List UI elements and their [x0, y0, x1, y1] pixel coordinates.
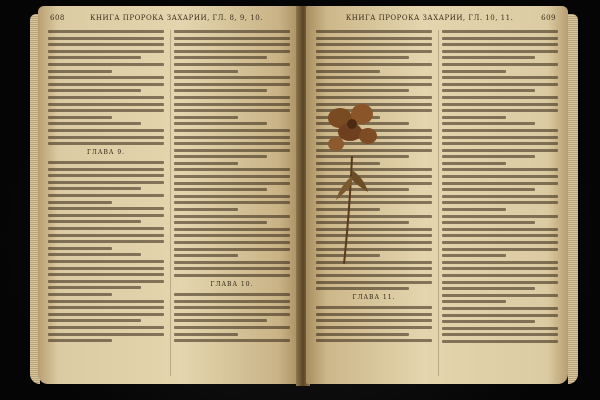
text-line — [48, 76, 164, 79]
text-line — [174, 50, 290, 53]
text-line — [48, 37, 164, 40]
text-line — [442, 149, 558, 152]
text-line — [442, 76, 558, 79]
text-line — [48, 293, 112, 296]
open-book — [38, 6, 570, 388]
text-line — [442, 287, 535, 290]
text-line — [48, 227, 164, 230]
text-line — [48, 70, 112, 73]
text-line — [174, 195, 290, 198]
text-line — [48, 103, 164, 106]
text-line — [48, 96, 164, 99]
text-line — [48, 136, 164, 139]
text-line — [442, 208, 506, 211]
text-line — [442, 314, 558, 317]
text-line — [48, 280, 164, 283]
text-line — [174, 254, 238, 257]
text-line — [442, 116, 506, 119]
text-line — [48, 50, 164, 53]
text-line — [442, 274, 558, 277]
text-line — [442, 228, 558, 231]
text-line — [48, 260, 164, 263]
text-line — [48, 142, 164, 145]
text-line — [442, 234, 558, 237]
text-line — [174, 333, 238, 336]
right-page-number: 609 — [541, 14, 556, 22]
text-line — [174, 116, 238, 119]
left-column-2 — [170, 30, 290, 376]
text-line — [442, 122, 535, 125]
text-line — [442, 63, 558, 66]
text-line — [442, 109, 558, 112]
text-line — [174, 76, 290, 79]
text-line — [442, 175, 558, 178]
text-line — [442, 254, 506, 257]
text-line — [48, 122, 141, 125]
text-line — [48, 220, 141, 223]
text-line — [48, 267, 164, 270]
text-line — [316, 313, 432, 316]
text-line — [174, 274, 290, 277]
text-line — [174, 313, 290, 316]
left-columns — [48, 30, 290, 376]
text-line — [442, 281, 558, 284]
text-line — [316, 76, 432, 79]
text-line — [442, 195, 558, 198]
text-line — [48, 174, 164, 177]
text-line — [442, 327, 558, 330]
text-line — [48, 313, 164, 316]
text-line — [442, 30, 558, 33]
text-line — [48, 116, 112, 119]
text-line — [48, 56, 141, 59]
text-line — [174, 96, 290, 99]
text-line — [48, 240, 164, 243]
text-line — [316, 319, 432, 322]
text-line — [48, 30, 164, 33]
text-line — [174, 339, 290, 342]
text-line — [48, 181, 164, 184]
text-line — [174, 215, 290, 218]
text-line — [48, 161, 164, 164]
text-line — [174, 168, 290, 171]
text-line — [316, 89, 409, 92]
text-line — [316, 287, 409, 290]
text-line — [316, 306, 432, 309]
text-line — [48, 89, 141, 92]
text-line — [174, 30, 290, 33]
text-line — [442, 248, 558, 251]
text-line — [174, 89, 267, 92]
text-line — [174, 241, 290, 244]
text-line — [442, 142, 558, 145]
text-line — [174, 63, 290, 66]
text-line — [316, 281, 432, 284]
text-line — [48, 129, 164, 132]
text-line — [174, 129, 290, 132]
text-line — [174, 182, 290, 185]
chapter-heading: ГЛАВА 9. — [86, 149, 126, 157]
left-running-head — [50, 14, 288, 26]
right-running-title: КНИГА ПРОРОКА ЗАХАРИИ, ГЛ. 10, 11. — [345, 14, 514, 22]
text-line — [48, 247, 112, 250]
text-line — [442, 136, 558, 139]
text-line — [442, 221, 535, 224]
text-line — [174, 162, 238, 165]
text-line — [174, 234, 290, 237]
right-column-2 — [438, 30, 558, 376]
text-line — [48, 187, 141, 190]
text-line — [442, 188, 535, 191]
left-page — [38, 6, 300, 384]
text-line — [48, 201, 112, 204]
text-line — [48, 319, 141, 322]
text-line — [442, 215, 558, 218]
text-line — [48, 286, 141, 289]
text-line — [316, 63, 432, 66]
text-line — [174, 300, 290, 303]
text-line — [48, 300, 164, 303]
text-line — [316, 50, 432, 53]
text-line — [48, 273, 164, 276]
text-line — [174, 56, 267, 59]
text-line — [174, 37, 290, 40]
text-line — [174, 155, 267, 158]
text-line — [174, 142, 290, 145]
text-line — [174, 248, 290, 251]
text-line — [48, 339, 112, 342]
text-line — [48, 83, 164, 86]
chapter-heading: ГЛАВА 11. — [352, 294, 396, 302]
text-line — [442, 300, 506, 303]
text-line — [174, 201, 290, 204]
text-line — [48, 207, 164, 210]
text-line — [316, 333, 409, 336]
text-line — [442, 267, 558, 270]
text-line — [442, 50, 558, 53]
left-running-title: КНИГА ПРОРОКА ЗАХАРИИ, ГЛ. 8, 9, 10. — [89, 14, 263, 22]
text-line — [174, 228, 290, 231]
page-edges-right — [568, 14, 578, 384]
text-line — [442, 129, 558, 132]
text-line — [442, 162, 506, 165]
text-line — [48, 43, 164, 46]
left-column-1 — [48, 30, 164, 376]
text-line — [174, 319, 267, 322]
text-line — [48, 168, 164, 171]
text-line — [442, 155, 535, 158]
text-line — [316, 83, 432, 86]
text-line — [174, 43, 290, 46]
text-line — [442, 43, 558, 46]
text-line — [174, 293, 290, 296]
text-line — [316, 30, 432, 33]
text-line — [174, 306, 290, 309]
text-line — [442, 70, 506, 73]
text-line — [48, 326, 164, 329]
text-line — [442, 201, 558, 204]
text-line — [316, 267, 432, 270]
text-line — [442, 294, 558, 297]
text-line — [48, 333, 164, 336]
text-line — [48, 214, 164, 217]
text-line — [316, 339, 432, 342]
text-line — [442, 103, 558, 106]
text-line — [174, 122, 267, 125]
text-line — [316, 326, 432, 329]
text-line — [442, 340, 558, 343]
text-line — [48, 63, 164, 66]
text-line — [442, 89, 535, 92]
text-line — [316, 56, 409, 59]
text-line — [48, 253, 141, 256]
text-line — [442, 96, 558, 99]
text-line — [442, 56, 535, 59]
text-line — [316, 274, 432, 277]
text-line — [316, 43, 432, 46]
text-line — [174, 83, 290, 86]
text-line — [174, 208, 238, 211]
text-line — [174, 136, 290, 139]
text-line — [316, 37, 432, 40]
text-line — [174, 175, 290, 178]
text-line — [442, 307, 558, 310]
text-line — [48, 234, 164, 237]
text-line — [174, 109, 290, 112]
text-line — [48, 194, 164, 197]
text-line — [48, 109, 164, 112]
text-line — [442, 182, 558, 185]
text-line — [174, 188, 267, 191]
text-line — [442, 241, 558, 244]
text-line — [174, 70, 238, 73]
right-running-head — [318, 14, 556, 26]
text-line — [442, 37, 558, 40]
text-line — [442, 83, 558, 86]
text-line — [174, 221, 267, 224]
text-line — [316, 70, 380, 73]
text-line — [174, 326, 290, 329]
text-line — [48, 306, 164, 309]
text-line — [174, 267, 290, 270]
text-line — [174, 149, 290, 152]
text-line — [442, 320, 535, 323]
left-page-number: 608 — [50, 14, 65, 22]
dried-flower-icon — [322, 96, 382, 266]
text-line — [442, 168, 558, 171]
text-line — [442, 333, 558, 336]
text-line — [174, 103, 290, 106]
chapter-heading: ГЛАВА 10. — [210, 280, 254, 288]
text-line — [174, 261, 290, 264]
text-line — [442, 261, 558, 264]
